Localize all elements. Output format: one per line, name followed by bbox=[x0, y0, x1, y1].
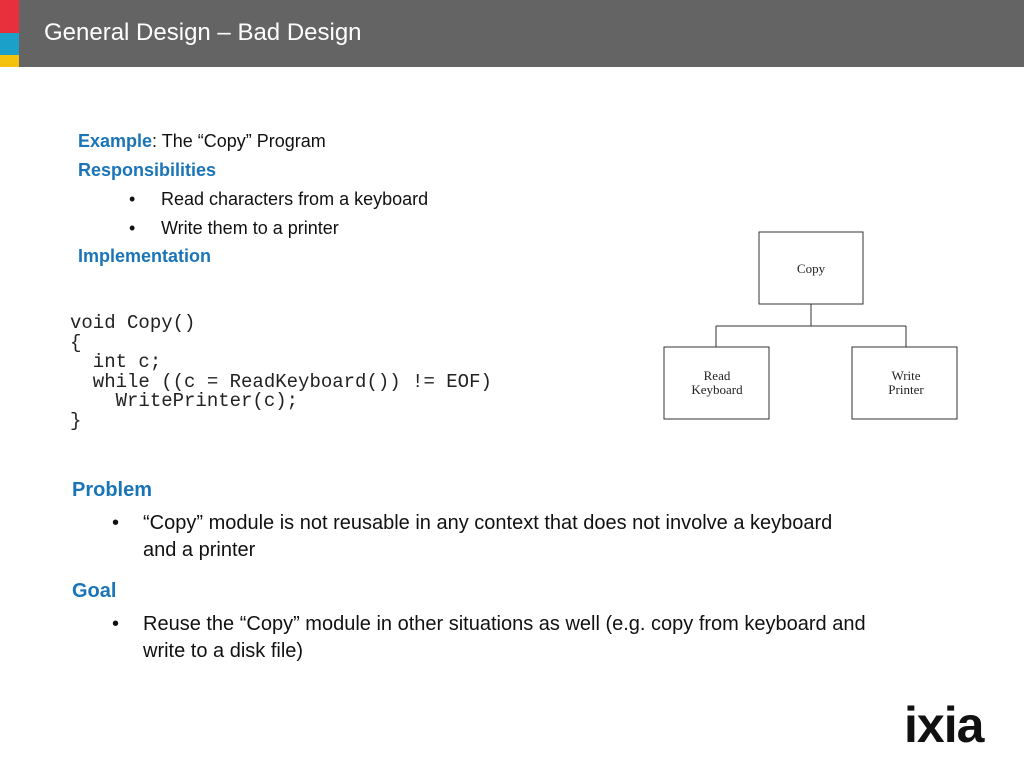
accent-red bbox=[0, 0, 19, 33]
write-printer-label: Printer bbox=[888, 382, 924, 397]
responsibility-item: Write them to a printer bbox=[161, 218, 339, 238]
read-keyboard-label: Keyboard bbox=[691, 382, 743, 397]
code-line: WritePrinter(c); bbox=[70, 390, 299, 412]
example-line bbox=[78, 130, 326, 152]
goal-text: Reuse the “Copy” module in other situations as well (e.g. copy from keyboard and bbox=[143, 613, 866, 635]
code-line: int c; bbox=[70, 351, 162, 373]
problem-text: and a printer bbox=[143, 539, 256, 561]
code-line: void Copy() bbox=[70, 312, 196, 334]
ixia-logo: ixia bbox=[904, 697, 984, 753]
example-label: Example bbox=[78, 131, 153, 151]
code-block bbox=[70, 314, 492, 431]
accent-yellow bbox=[0, 55, 19, 67]
problem-heading: Problem bbox=[72, 479, 153, 501]
module-diagram bbox=[650, 220, 970, 430]
bullet: • bbox=[112, 613, 120, 635]
title-bar bbox=[0, 0, 1024, 67]
example-text: : The “Copy” Program bbox=[152, 131, 326, 151]
slide-title: General Design – Bad Design bbox=[44, 19, 362, 46]
code-line: { bbox=[70, 331, 82, 354]
implementation-heading: Implementation bbox=[78, 246, 212, 266]
goal-text: write to a disk file) bbox=[143, 640, 304, 662]
bullet: • bbox=[129, 218, 136, 238]
bullet: • bbox=[112, 512, 120, 534]
responsibility-item: Read characters from a keyboard bbox=[161, 189, 429, 209]
responsibilities-heading: Responsibilities bbox=[78, 160, 217, 180]
write-printer-label: Write bbox=[891, 368, 921, 383]
problem-text: “Copy” module is not reusable in any context that does not involve a keyboard bbox=[143, 512, 833, 534]
code-line: while ((c = ReadKeyboard()) != EOF) bbox=[70, 370, 492, 393]
copy-box-label: Copy bbox=[796, 261, 826, 276]
accent-blue bbox=[0, 33, 19, 55]
goal-heading: Goal bbox=[72, 580, 117, 602]
read-keyboard-label: Read bbox=[703, 368, 731, 383]
code-line: } bbox=[70, 409, 82, 432]
bullet: • bbox=[129, 189, 136, 209]
